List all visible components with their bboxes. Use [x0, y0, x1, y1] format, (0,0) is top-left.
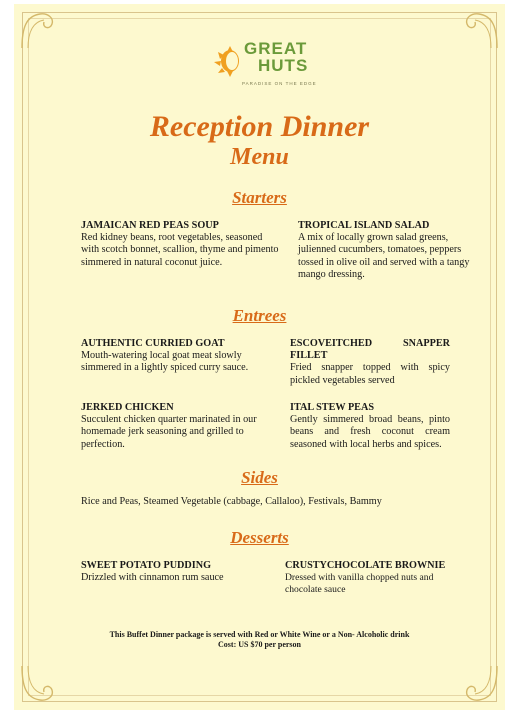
sun-logo-icon — [212, 44, 244, 78]
section-heading-starters: Starters — [232, 188, 287, 207]
logo-tagline: PARADISE ON THE EDGE — [242, 81, 317, 86]
menu-item — [81, 402, 261, 451]
menu-item-name: JERKED CHICKEN — [81, 402, 174, 413]
menu-item-description: Succulent chicken quarter marinated in our homemade jerk seasoning and grilled to perfection. — [81, 414, 257, 450]
menu-item-description: Drizzled with cinnamon rum sauce — [81, 572, 224, 584]
menu-item — [290, 338, 450, 387]
menu-item-name: ITAL STEW PEAS — [290, 402, 374, 413]
footer-note — [14, 630, 505, 650]
section-heading-desserts: Desserts — [230, 528, 289, 547]
menu-item-description: Mouth-watering local goat meat slowly simmered in a lightly spiced curry sauce. — [81, 350, 249, 374]
menu-item-name: TROPICAL ISLAND SALAD — [298, 220, 430, 231]
menu-item — [81, 220, 281, 269]
footer-line-drinks: This Buffet Dinner package is served with Red or White Wine or a Non- Alcoholic drink — [109, 630, 410, 639]
page-title: Reception Dinner — [149, 110, 370, 143]
section-heading-entrees: Entrees — [232, 306, 287, 325]
great-huts-logo — [212, 40, 322, 100]
logo-name-line1: GREAT — [244, 39, 308, 58]
sides-list: Rice and Peas, Steamed Vegetable (cabbage, Callaloo), Festivals, Bammy — [81, 496, 382, 507]
menu-item-name: SWEET POTATO PUDDING — [81, 560, 212, 571]
menu-item-description: A mix of locally grown salad greens, julienned cucumbers, tomatoes, peppers tossed in olive oil and served with a tangy mango dressing. — [298, 232, 470, 280]
menu-item — [81, 560, 261, 584]
menu-item-description: Fried snapper topped with spicy pickled vegetables served — [290, 362, 450, 386]
corner-flourish-icon — [457, 662, 501, 706]
page-subtitle: Menu — [230, 144, 289, 170]
footer-line-cost: Cost: US $70 per person — [218, 640, 301, 649]
corner-flourish-icon — [18, 662, 62, 706]
menu-item-name: CRUSTYCHOCOLATE BROWNIE — [285, 560, 446, 571]
menu-item — [290, 402, 450, 451]
menu-item-description: Red kidney beans, root vegetables, seasoned with scotch bonnet, scallion, thyme and pimento simmered in natural coconut juice. — [81, 232, 279, 268]
menu-item-description: Gently simmered broad beans, pinto beans and fresh coconut cream seasoned with local herbs and spices. — [290, 414, 450, 450]
menu-item-description: Dressed with vanilla chopped nuts and chocolate sauce — [285, 572, 434, 595]
logo-name-line2: HUTS — [258, 56, 309, 75]
menu-page — [14, 4, 505, 710]
menu-item-name: JAMAICAN RED PEAS SOUP — [81, 220, 219, 231]
menu-item-name: AUTHENTIC CURRIED GOAT — [81, 338, 225, 349]
menu-item — [298, 220, 474, 281]
section-heading-sides: Sides — [241, 468, 278, 487]
corner-flourish-icon — [457, 8, 501, 52]
menu-item — [285, 560, 455, 595]
corner-flourish-icon — [18, 8, 62, 52]
menu-item-name: ESCOVEITCHED SNAPPER FILLET — [290, 338, 450, 362]
menu-item — [81, 338, 265, 375]
